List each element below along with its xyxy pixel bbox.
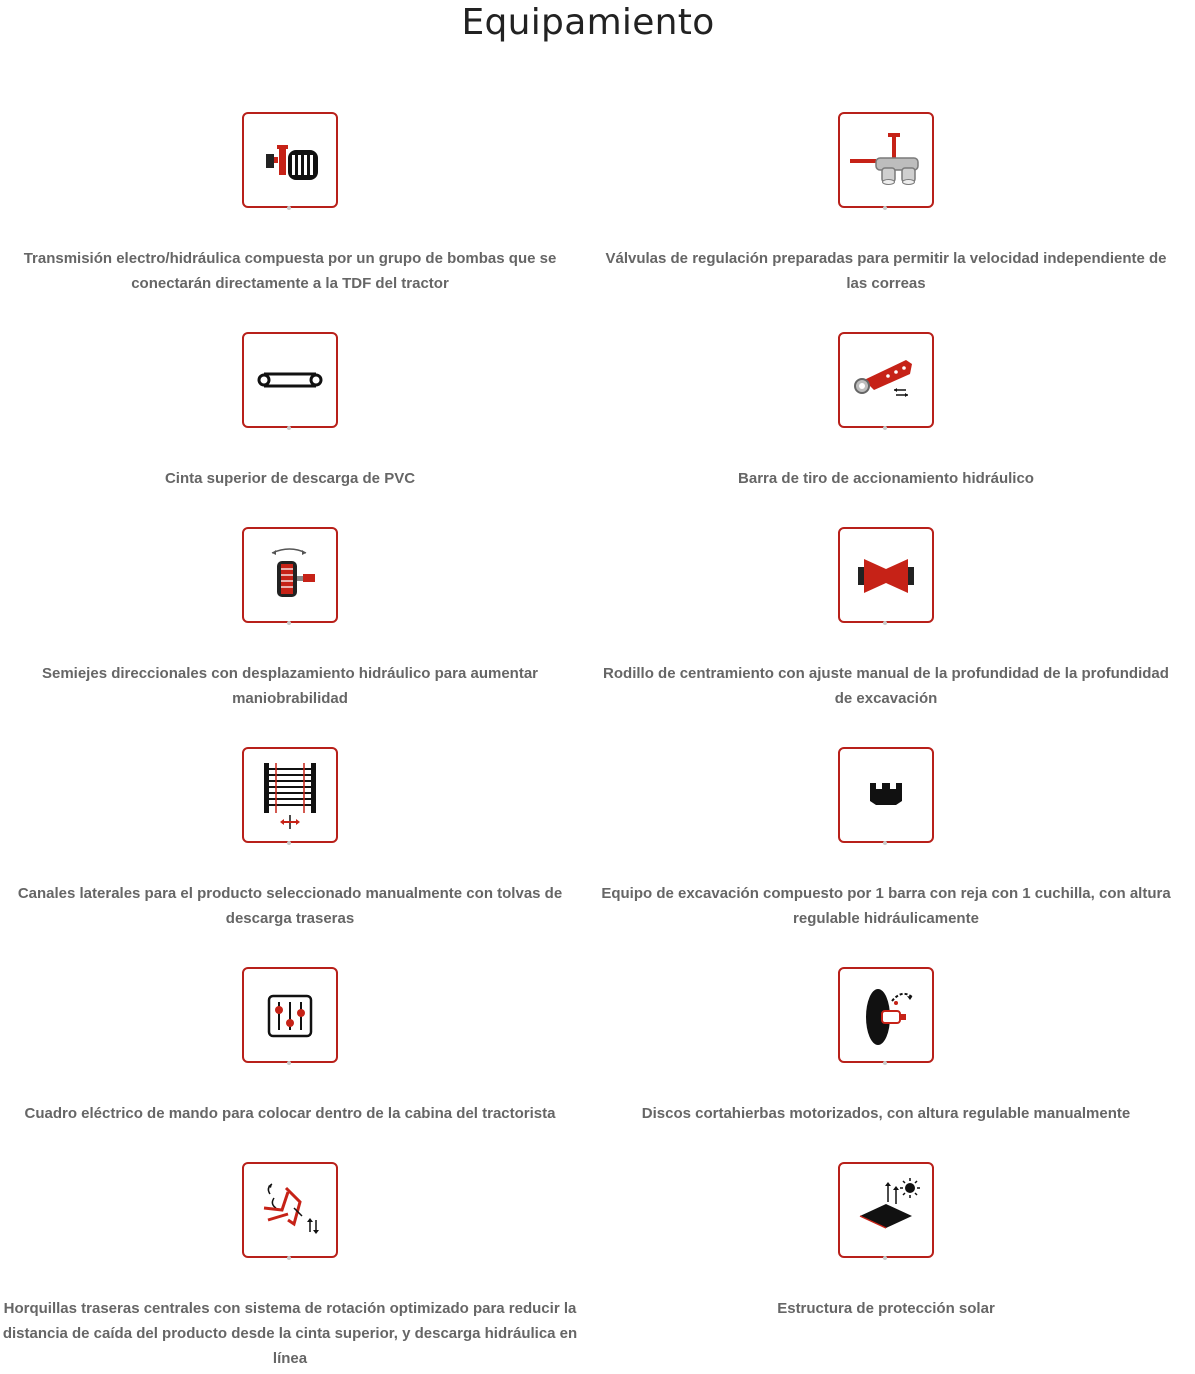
- feature-icon-box: [838, 527, 934, 623]
- feature-icon-box: [838, 112, 934, 208]
- feature-caption: Cuadro eléctrico de mando para colocar dentro de la cabina del tractorista: [24, 1105, 556, 1122]
- feature-caption: Rodillo de centramiento con ajuste manual de la profundidad de la profundidad de excavación: [603, 665, 1169, 707]
- pump-motor-icon: [244, 114, 336, 206]
- valve-icon: [840, 114, 932, 206]
- feature-caption: Barra de tiro de accionamiento hidráulico: [738, 470, 1034, 487]
- feature-caption: Horquillas traseras centrales con sistema de rotación optimizado para reducir la distancia de caída del producto desde la cinta superior, y descarga hidráulica en línea: [2, 1300, 578, 1367]
- feature-icon-box: [242, 967, 338, 1063]
- side-channels-icon: [244, 749, 336, 841]
- feature-icon-box: [242, 112, 338, 208]
- control-panel-icon: [244, 969, 336, 1061]
- drawbar-icon: [840, 334, 932, 426]
- feature-icon-box: [242, 1162, 338, 1258]
- centering-roller-icon: [840, 529, 932, 621]
- feature-icon-box: [838, 1162, 934, 1258]
- rear-forks-icon: [244, 1164, 336, 1256]
- conveyor-belt-icon: [244, 334, 336, 426]
- feature-icon-box: [242, 332, 338, 428]
- feature-icon-box: [838, 747, 934, 843]
- digging-share-icon: [840, 749, 932, 841]
- steering-axle-icon: [244, 529, 336, 621]
- cutting-disc-icon: [840, 969, 932, 1061]
- feature-caption: Válvulas de regulación preparadas para permitir la velocidad independiente de las correas: [605, 250, 1167, 292]
- feature-caption: Transmisión electro/hidráulica compuesta por un grupo de bombas que se conectarán directamente a la TDF del tractor: [23, 250, 557, 292]
- feature-icon-box: [242, 527, 338, 623]
- feature-caption: Canales laterales para el producto seleccionado manualmente con tolvas de descarga traseras: [17, 885, 563, 927]
- feature-caption: Estructura de protección solar: [777, 1300, 995, 1317]
- feature-caption: Cinta superior de descarga de PVC: [164, 470, 416, 487]
- sun-shade-icon: [840, 1164, 932, 1256]
- feature-icon-box: [242, 747, 338, 843]
- feature-caption: Semiejes direccionales con desplazamiento hidráulico para aumentar maniobrabilidad: [41, 665, 538, 707]
- page-title: Equipamiento: [461, 2, 715, 43]
- feature-caption: Discos cortahierbas motorizados, con altura regulable manualmente: [641, 1105, 1131, 1122]
- feature-icon-box: [838, 332, 934, 428]
- feature-icon-box: [838, 967, 934, 1063]
- feature-caption: Equipo de excavación compuesto por 1 barra con reja con 1 cuchilla, con altura regulable hidráulicamente: [601, 885, 1171, 927]
